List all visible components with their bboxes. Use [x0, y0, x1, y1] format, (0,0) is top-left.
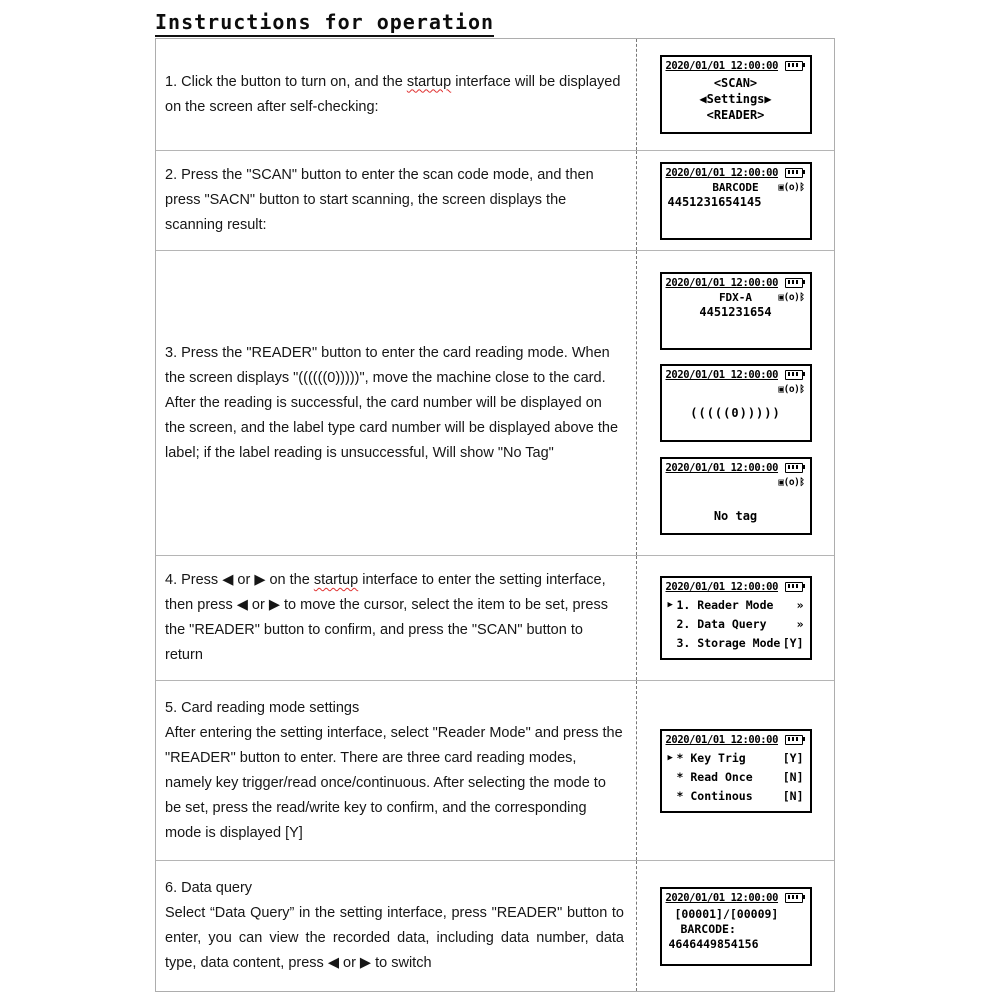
screen-cell-6 — [636, 861, 834, 991]
screen-cell-5 — [636, 681, 834, 860]
screen-line: ◀Settings▶ — [699, 92, 772, 106]
tag-type-label: FDX-A — [718, 290, 753, 304]
screen-statusbar — [662, 889, 810, 905]
menu-item-data-query — [666, 615, 806, 634]
record-data-value: 4646449854156 — [668, 936, 759, 951]
device-screen-startup — [660, 55, 812, 134]
screen-clock: 2020/01/01 12:00:00 — [665, 581, 779, 593]
menu-marker: » — [796, 617, 804, 631]
screen-content — [662, 594, 810, 658]
screen-cell-3 — [636, 251, 834, 555]
menu-item-key-trig — [666, 749, 806, 768]
screen-status-row — [666, 383, 806, 397]
screen-status-row — [666, 476, 806, 490]
screen-content — [662, 180, 810, 238]
instruction-row-2 — [156, 151, 834, 251]
screen-statusbar — [662, 164, 810, 180]
menu-marker: [N] — [782, 788, 804, 803]
section-heading: 6. Data query — [165, 880, 253, 896]
battery-icon — [785, 582, 803, 592]
instruction-cell-2 — [156, 151, 636, 250]
rf-status-icons: ▣(o)ᛒ — [778, 291, 805, 303]
screen-statusbar — [662, 366, 810, 382]
screen-content — [662, 73, 810, 132]
scan-result-value: 4451231654145 — [667, 194, 762, 209]
instruction-text-1 — [165, 70, 624, 120]
menu-item-continous — [666, 787, 806, 806]
misspelled-word: startup — [313, 572, 359, 588]
screen-clock: 2020/01/01 12:00:00 — [665, 60, 779, 72]
menu-marker: [Y] — [782, 750, 804, 765]
reading-animation-value: (((((0))))) — [690, 406, 781, 420]
device-screen-reader-mode-options — [660, 729, 812, 813]
instruction-cell-3 — [156, 251, 636, 555]
device-screen-no-tag — [660, 457, 812, 535]
device-screen-data-query — [660, 887, 812, 966]
screen-clock: 2020/01/01 12:00:00 — [665, 461, 779, 474]
menu-item-read-once — [666, 768, 806, 787]
text-segment: interface to enter the setting interface, then press ◀ or ▶ to move the cursor, select the item to be set, press the "READER" button to confirm, and press the "SCAN" button to return — [165, 572, 609, 663]
record-index-value: [00001]/[00009] — [674, 906, 779, 921]
screen-content — [662, 747, 810, 811]
screen-statusbar — [662, 731, 810, 747]
instruction-cell-1 — [156, 39, 636, 150]
screen-status-row — [666, 181, 806, 195]
menu-marker: [Y] — [782, 636, 804, 650]
screen-content — [662, 475, 810, 533]
instruction-row-6 — [156, 861, 834, 991]
instruction-text-5 — [165, 696, 624, 846]
screen-content — [662, 290, 810, 348]
text-segment: Select “Data Query” in the setting interface, press "READER" button to enter, you can view the recorded data, including data number, data type, data content, press ◀ or ▶ to switch — [165, 905, 624, 971]
screen-cell-4 — [636, 556, 834, 680]
menu-item-storage-mode — [666, 634, 806, 653]
menu-label: 3. Storage Mode — [676, 636, 781, 650]
instruction-text-3: 3. Press the "READER" button to enter the card reading mode. When the screen displays "((((((0)))))", move the machine close to the card. After the reading is successful, the card number will be displayed on the screen, and the label type card number will be displayed above the label; if the label reading is unsuccessful, Will show "No Tag" — [165, 344, 619, 461]
text-segment: interface will be displayed on the screen after self-checking: — [165, 73, 621, 115]
screen-cell-1 — [636, 39, 834, 150]
screen-statusbar — [662, 57, 810, 73]
rf-status-icons: ▣(o)ᛒ — [778, 384, 805, 395]
screen-statusbar — [662, 459, 810, 475]
section-heading: 5. Card reading mode settings — [165, 699, 360, 716]
instruction-cell-4 — [156, 556, 636, 680]
screen-content — [662, 382, 810, 440]
no-tag-message: No tag — [713, 508, 758, 523]
menu-label: * Continous — [676, 788, 753, 803]
cursor-icon: ▶ — [667, 600, 673, 610]
battery-icon — [785, 61, 803, 71]
device-screen-searching — [660, 364, 812, 442]
screen-line: <SCAN> — [713, 76, 758, 90]
instruction-table — [155, 38, 835, 992]
instruction-text-4 — [165, 568, 624, 668]
instruction-row-5 — [156, 681, 834, 861]
record-type-label: BARCODE: — [680, 921, 736, 936]
device-screen-settings-menu — [660, 576, 812, 660]
rf-status-icons: ▣(o)ᛒ — [778, 181, 805, 193]
menu-item-reader-mode — [666, 596, 806, 615]
screen-cell-2 — [636, 151, 834, 250]
screen-clock: 2020/01/01 12:00:00 — [665, 369, 779, 381]
screen-statusbar — [662, 274, 810, 290]
screen-clock: 2020/01/01 12:00:00 — [665, 276, 779, 289]
screen-content — [662, 905, 810, 964]
screen-clock: 2020/01/01 12:00:00 — [665, 891, 779, 904]
battery-icon — [785, 168, 803, 178]
mode-label: BARCODE — [712, 180, 759, 194]
screen-line: <READER> — [706, 108, 765, 122]
instruction-row-1 — [156, 39, 834, 151]
menu-label: 1. Reader Mode — [676, 598, 774, 612]
text-segment: 4. Press ◀ or ▶ on the — [165, 572, 314, 588]
menu-label: * Key Trig — [676, 750, 746, 765]
card-number-value: 4451231654 — [699, 304, 772, 319]
menu-label: * Read Once — [676, 769, 753, 784]
screen-clock: 2020/01/01 12:00:00 — [665, 166, 779, 179]
rf-status-icons: ▣(o)ᛒ — [778, 476, 805, 488]
instruction-text-2: 2. Press the "SCAN" button to enter the scan code mode, and then press "SACN" button to start scanning, the screen displays the scanning result: — [165, 167, 594, 233]
misspelled-word: startup — [406, 73, 452, 90]
battery-icon — [785, 893, 803, 903]
battery-icon — [785, 735, 803, 745]
screen-statusbar — [662, 578, 810, 594]
text-segment: After entering the setting interface, select "Reader Mode" and press the "READER" button to enter. There are three card reading modes, namely key trigger/read once/continuous. After selecting the mode to be set, press the read/write key to confirm, and the corresponding mode is displayed [Y] — [165, 724, 623, 841]
screen-status-row — [666, 291, 806, 305]
instruction-row-4 — [156, 556, 834, 681]
device-screen-tag-read — [660, 272, 812, 350]
battery-icon — [785, 370, 803, 380]
cursor-icon: ▶ — [667, 752, 673, 763]
instruction-text-6 — [165, 876, 624, 976]
menu-label: 2. Data Query — [676, 617, 767, 631]
page-title: Instructions for operation — [155, 10, 494, 37]
menu-marker: » — [796, 598, 804, 612]
device-screen-barcode — [660, 162, 812, 240]
battery-icon — [785, 278, 803, 288]
instruction-cell-6 — [156, 861, 636, 991]
instruction-row-3 — [156, 251, 834, 556]
text-segment: 1. Click the button to turn on, and the — [165, 73, 407, 90]
screen-clock: 2020/01/01 12:00:00 — [665, 733, 779, 746]
instruction-cell-5 — [156, 681, 636, 860]
battery-icon — [785, 463, 803, 473]
menu-marker: [N] — [782, 769, 804, 784]
